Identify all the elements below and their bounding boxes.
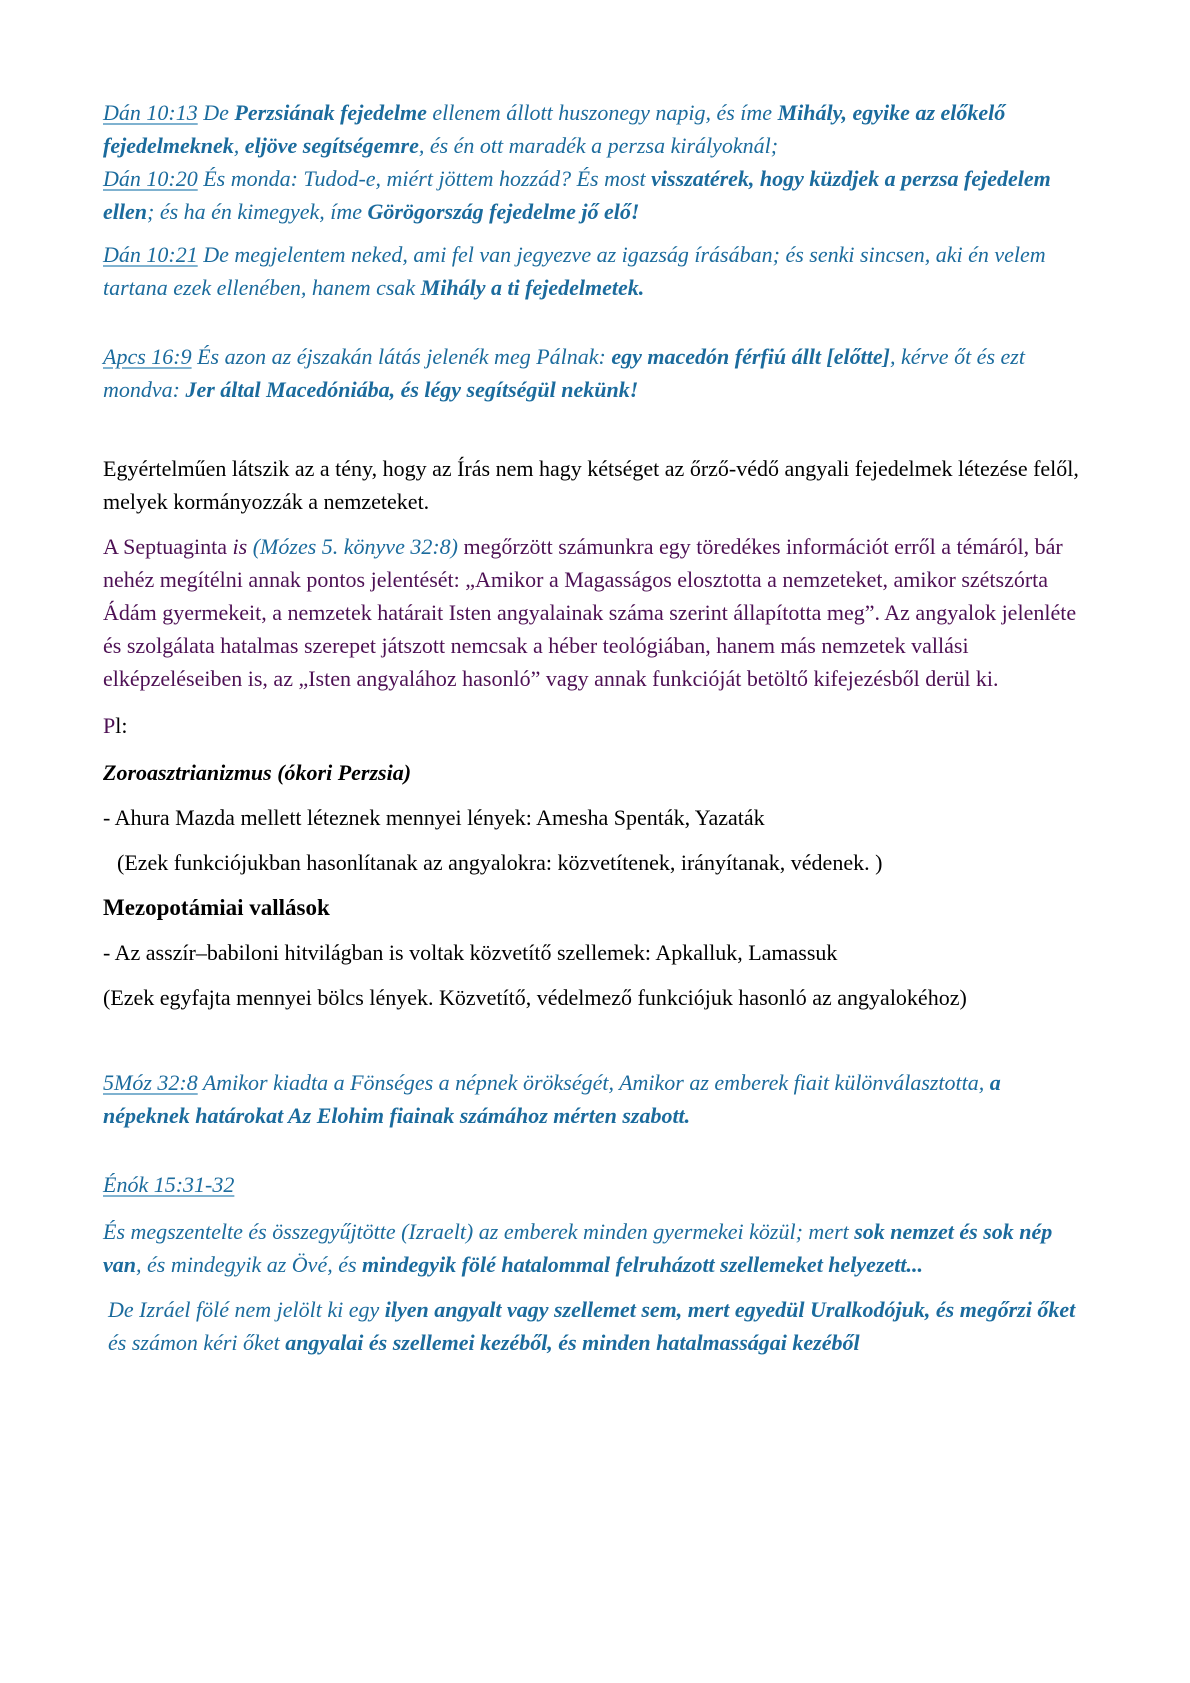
verse-ref-5moz-32-8[interactable]: 5Móz 32:8 [103, 1070, 198, 1095]
text-run: , és én ott maradék a perzsa királyoknál; [418, 133, 779, 158]
text-run: P [103, 713, 116, 738]
para-intro-statement [103, 452, 1090, 518]
text-run-bold: Mihály a ti fejedelmetek. [420, 275, 645, 300]
heading-text: Zoroasztrianizmus (ókori Perzsia) [103, 760, 412, 785]
text-run: megőrzött számunkra egy töredékes információt erről a témáról, bár nehéz megítélni annak pontos jelentését: „Amikor a Magasságos elosztotta a nemzeteket, amikor szétszórta Ádám gyermekeit, a nemzetek határait Isten angyalainak száma szerint állapította meg”. Az angyalok jelenléte és szolgálata hatalmas szerepet játszott nemcsak a héber teológiában, hanem más nemzetek vallási elképzeléseiben is, az „Isten angyalához hasonló” vagy annak funkcióját betöltő kifejezésből derül ki. [103, 534, 1077, 691]
verse-apcs-16-9 [103, 340, 1090, 406]
text-run: Egyértelműen látszik az a tény, hogy az Írás nem hagy kétséget az őrző-védő angyali fejedelmek létezése felől, melyek kormányozzák a nemzeteket. [103, 456, 1079, 514]
text-run: ellenem állott huszonegy napig, és íme [426, 100, 778, 125]
text-run-bold: sok nemzet és sok nép van [103, 1219, 1053, 1277]
text-run: - Az asszír–babiloni hitvilágban is voltak közvetítő szellemek: Apkalluk, Lamassuk [103, 940, 838, 965]
text-run: (Ezek funkciójukban hasonlítanak az angyalokra: közvetítenek, irányítanak, védenek. ) [117, 850, 883, 875]
note-mesopotamian [103, 981, 1090, 1014]
text-run: l: [115, 713, 128, 738]
text-run-italic: is [232, 534, 248, 559]
verse-5moz-32-8 [103, 1066, 1090, 1132]
para-pl-label [103, 709, 1090, 742]
text-run: A Septuaginta [103, 534, 233, 559]
text-run: , kérve őt és ezt mondva: [103, 344, 1025, 402]
text-run: ; és ha én kimegyek, íme [147, 199, 368, 224]
text-run-bold: egy macedón férfiú állt [előtte] [611, 344, 890, 369]
verse-enok-part1 [103, 1215, 1090, 1281]
text-run: De Izráel fölé nem jelölt ki egy [108, 1297, 385, 1322]
verse-ref-mozes-5-32-8: (Mózes 5. könyve 32:8) [252, 534, 458, 559]
text-run-bold: angyalai és szellemei kezéből, és minden hatalmasságai kezéből [285, 1330, 860, 1355]
text-run-bold: ilyen angyalt vagy szellemet sem, mert egyedül Uralkodójuk, és megőrzi őket [384, 1297, 1076, 1322]
text-run: És azon az éjszakán látás jelenék meg Pálnak: [191, 344, 612, 369]
list-item-ahura-mazda [103, 801, 1090, 834]
verse-ref-enok-15-31-32[interactable]: Énók 15:31-32 [103, 1172, 235, 1197]
text-run-bold: visszatérek, hogy küzdjek a perzsa fejedelem ellen [103, 166, 1051, 224]
heading-text: Mezopotámiai vallások [103, 895, 330, 920]
heading-zoroastrianism [103, 756, 1090, 789]
text-run: Amikor kiadta a Fönséges a népnek örökségét, Amikor az emberek fiait különválasztotta, [197, 1070, 990, 1095]
verse-dan-10-13-and-10-20 [103, 96, 1090, 228]
text-run: És megszentelte és összegyűjtötte (Izraelt) az emberek minden gyermekei közül; mert [103, 1219, 855, 1244]
para-septuaginta [103, 530, 1090, 695]
verse-ref-dan-10-13[interactable]: Dán 10:13 [103, 100, 198, 125]
text-run-bold: a népeknek határokat Az Elohim fiainak számához mérten szabott. [103, 1070, 1001, 1128]
verse-enok-part2 [103, 1293, 1090, 1359]
note-zoroastrianism [103, 846, 1090, 879]
text-run: - Ahura Mazda mellett léteznek mennyei lények: Amesha Spenták, Yazaták [103, 805, 765, 830]
heading-mesopotamian-religions [103, 891, 1090, 924]
text-run-bold: Perzsiának fejedelme [234, 100, 427, 125]
verse-ref-apcs-16-9[interactable]: Apcs 16:9 [103, 344, 192, 369]
text-run-bold: eljöve segítségemre [244, 133, 419, 158]
text-run-bold: Görögország fejedelme jő elő! [367, 199, 640, 224]
text-run-bold: mindegyik fölé hatalommal felruházott szellemeket helyezett... [362, 1252, 923, 1277]
text-run-bold: Jer által Macedóniába, és légy segítségül nekünk! [185, 377, 639, 402]
text-run: De megjelentem neked, ami fel van jegyezve az igazság írásában; és senki sincsen, aki én velem tartana ezek ellenében, hanem csak [103, 242, 1046, 300]
text-run: , és mindegyik az Övé, és [136, 1252, 363, 1277]
text-run: De [197, 100, 235, 125]
text-run-bold: Mihály, egyike az előkelő fejedelmeknek [103, 100, 1006, 158]
verse-ref-dan-10-20[interactable]: Dán 10:20 [103, 166, 198, 191]
text-run: , [233, 133, 245, 158]
list-item-assyrian-babylonian [103, 936, 1090, 969]
verse-dan-10-21 [103, 238, 1090, 304]
text-run: És monda: Tudod-e, miért jöttem hozzád? És most [197, 166, 652, 191]
text-run: és számon kéri őket [108, 1330, 286, 1355]
verse-ref-dan-10-21[interactable]: Dán 10:21 [103, 242, 198, 267]
verse-ref-enok-heading [103, 1168, 1090, 1201]
text-run: (Ezek egyfajta mennyei bölcs lények. Közvetítő, védelmező funkciójuk hasonló az angyalokéhoz) [103, 985, 967, 1010]
